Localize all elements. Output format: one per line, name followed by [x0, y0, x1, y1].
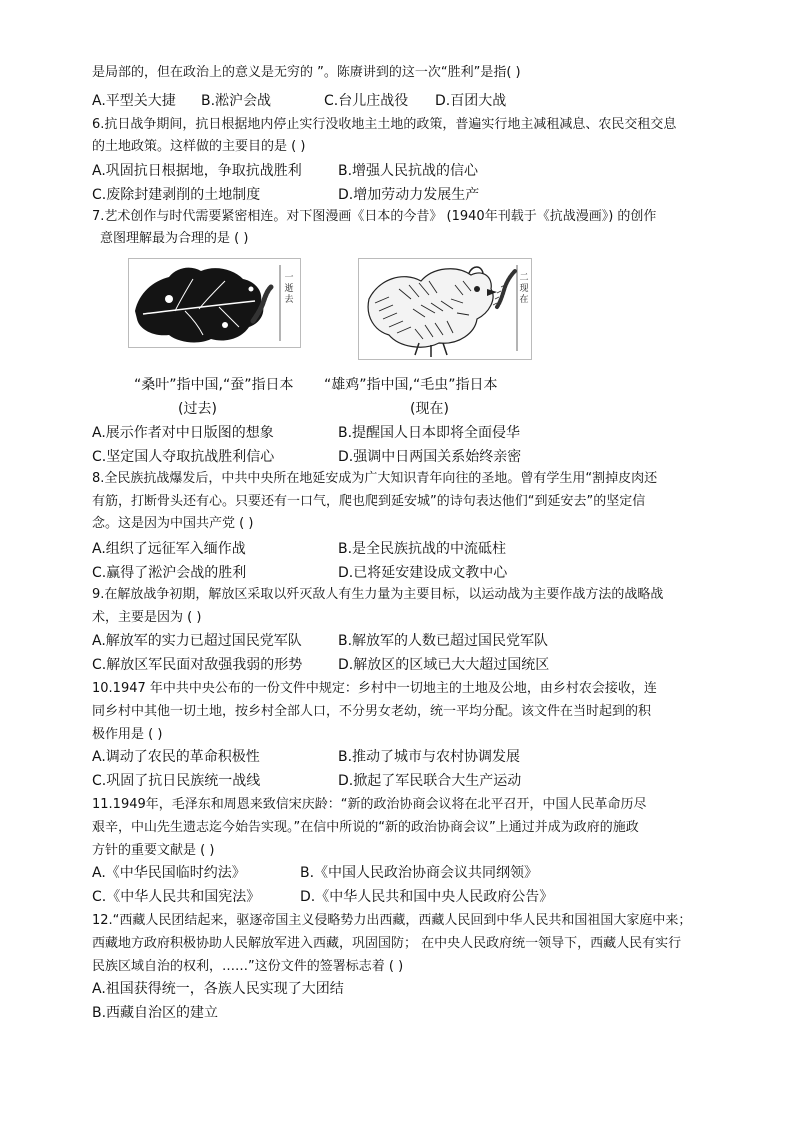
q11-stem-line3: 方针的重要文献是 ( )	[92, 843, 215, 858]
q9-option-b[interactable]: B.解放军的人数已超过国民党军队	[338, 633, 549, 649]
cartoon-sub-left: (过去)	[178, 401, 217, 417]
q9-option-a[interactable]: A.解放军的实力已超过国民党军队	[92, 633, 302, 649]
q8-option-a[interactable]: A.组织了远征军入缅作战	[92, 541, 246, 557]
q8-option-c[interactable]: C.赢得了淞沪会战的胜利	[92, 565, 247, 581]
q6-option-c[interactable]: C.废除封建剥削的土地制度	[92, 187, 261, 203]
q5-option-c[interactable]: C.台儿庄战役	[324, 93, 409, 109]
q6-option-b[interactable]: B.增强人民抗战的信心	[338, 163, 479, 179]
q12-option-b[interactable]: B.西藏自治区的建立	[92, 1005, 219, 1021]
q12-option-a[interactable]: A.祖国获得统一，各族人民实现了大团结	[92, 981, 344, 997]
q6-stem-line2: 的土地政策。这样做的主要目的是 ( )	[92, 139, 306, 154]
q7-option-c[interactable]: C.坚定国人夺取抗战胜利信心	[92, 449, 275, 465]
cartoon-past-panel	[128, 258, 301, 348]
q11-stem-line2: 艰辛，中山先生遗志迄今始告实现。”在信中所说的“新的政治协商会议”上通过并成为政府的施政	[92, 820, 639, 835]
q10-option-c[interactable]: C.巩固了抗日民族统一战线	[92, 773, 261, 789]
q10-stem-line1: 10.1947 年中共中央公布的一份文件中规定：乡村中一切地主的土地及公地，由乡村农会接收，连	[92, 681, 657, 696]
q10-stem-line2: 同乡村中其他一切土地，按乡村全部人口，不分男女老幼，统一平均分配。该文件在当时起到的积	[92, 704, 652, 719]
q11-option-b[interactable]: B.《中国人民政治协商会议共同纲领》	[300, 865, 539, 881]
q7-stem-line2: 意图理解最为合理的是 ( )	[100, 231, 249, 246]
q12-stem-line2: 西藏地方政府积极协助人民解放军进入西藏，巩固国防； 在中央人民政府统一领导下，西藏人民有实行	[92, 936, 682, 951]
q10-option-d[interactable]: D.掀起了军民联合大生产运动	[338, 773, 522, 789]
q12-stem-line3: 民族区域自治的权利，……”这份文件的签署标志着 ( )	[92, 959, 404, 974]
q8-option-b[interactable]: B.是全民族抗战的中流砥柱	[338, 541, 507, 557]
q10-option-a[interactable]: A.调动了农民的革命积极性	[92, 749, 260, 765]
q5-stem-tail: 是局部的，但在政治上的意义是无穷的 ”。陈赓讲到的这一次“胜利”是指( )	[92, 65, 521, 80]
cartoon-left-label: 一逝去	[284, 273, 294, 305]
q8-stem-line2: 有筋，打断骨头还有心。只要还有一口气，爬也爬到延安城”的诗句表达他们“到延安去”的坚定信	[92, 494, 646, 509]
q8-stem-line1: 8.全民族抗战爆发后，中共中央所在地延安成为广大知识青年向往的圣地。曾有学生用“割掉皮肉还	[92, 471, 658, 486]
q9-option-c[interactable]: C.解放区军民面对敌强我弱的形势	[92, 657, 303, 673]
mulberry-leaf-silkworm-illustration	[129, 259, 300, 347]
q12-stem-line1: 12.“西藏人民团结起来，驱逐帝国主义侵略势力出西藏，西藏人民回到中华人民共和国祖国大家庭中来；	[92, 913, 692, 928]
q8-stem-line3: 念。这是因为中国共产党 ( )	[92, 516, 254, 531]
cartoon-present-panel	[358, 258, 532, 360]
q7-stem-line1: 7.艺术创作与时代需要紧密相连。对下图漫画《日本的今昔》 (1940年刊载于《抗战漫画》) 的创作	[92, 209, 657, 224]
q9-stem-line2: 术，主要是因为 ( )	[92, 610, 202, 625]
q6-stem-line1: 6.抗日战争期间，抗日根据地内停止实行没收地主土地的政策，普遍实行地主减租减息、农民交租交息	[92, 117, 677, 132]
q5-option-a[interactable]: A.平型关大捷	[92, 93, 176, 109]
q7-option-a[interactable]: A.展示作者对中日版图的想象	[92, 425, 274, 441]
cartoon-right-label: 二现在	[519, 273, 529, 305]
q6-option-d[interactable]: D.增加劳动力发展生产	[338, 187, 480, 203]
q6-option-a[interactable]: A.巩固抗日根据地，争取抗战胜利	[92, 163, 302, 179]
q11-option-a[interactable]: A.《中华民国临时约法》	[92, 865, 246, 881]
q9-stem-line1: 9.在解放战争初期，解放区采取以歼灭敌人有生力量为主要目标，以运动战为主要作战方法的战略战	[92, 587, 664, 602]
q5-option-b[interactable]: B.淞沪会战	[201, 93, 272, 109]
cartoon-sub-right: (现在)	[410, 401, 449, 417]
q11-option-c[interactable]: C.《中华人民共和国宪法》	[92, 889, 261, 905]
q10-stem-line3: 极作用是 ( )	[92, 727, 163, 742]
cartoon-caption-left: “桑叶”指中国,“蚕”指日本	[134, 377, 294, 393]
rooster-caterpillar-illustration	[359, 259, 531, 359]
q8-option-d[interactable]: D.已将延安建设成文教中心	[338, 565, 508, 581]
q7-option-b[interactable]: B.提醒国人日本即将全面侵华	[338, 425, 521, 441]
q9-option-d[interactable]: D.解放区的区域已大大超过国统区	[338, 657, 550, 673]
q11-stem-line1: 11.1949年，毛泽东和周恩来致信宋庆龄：“新的政治协商会议将在北平召开，中国人民革命历尽	[92, 797, 647, 812]
q10-option-b[interactable]: B.推动了城市与农村协调发展	[338, 749, 521, 765]
cartoon-caption-right: “雄鸡”指中国,“毛虫”指日本	[324, 377, 498, 393]
q11-option-d[interactable]: D.《中华人民共和国中央人民政府公告》	[300, 889, 554, 905]
q7-option-d[interactable]: D.强调中日两国关系始终亲密	[338, 449, 522, 465]
q5-option-d[interactable]: D.百团大战	[435, 93, 507, 109]
